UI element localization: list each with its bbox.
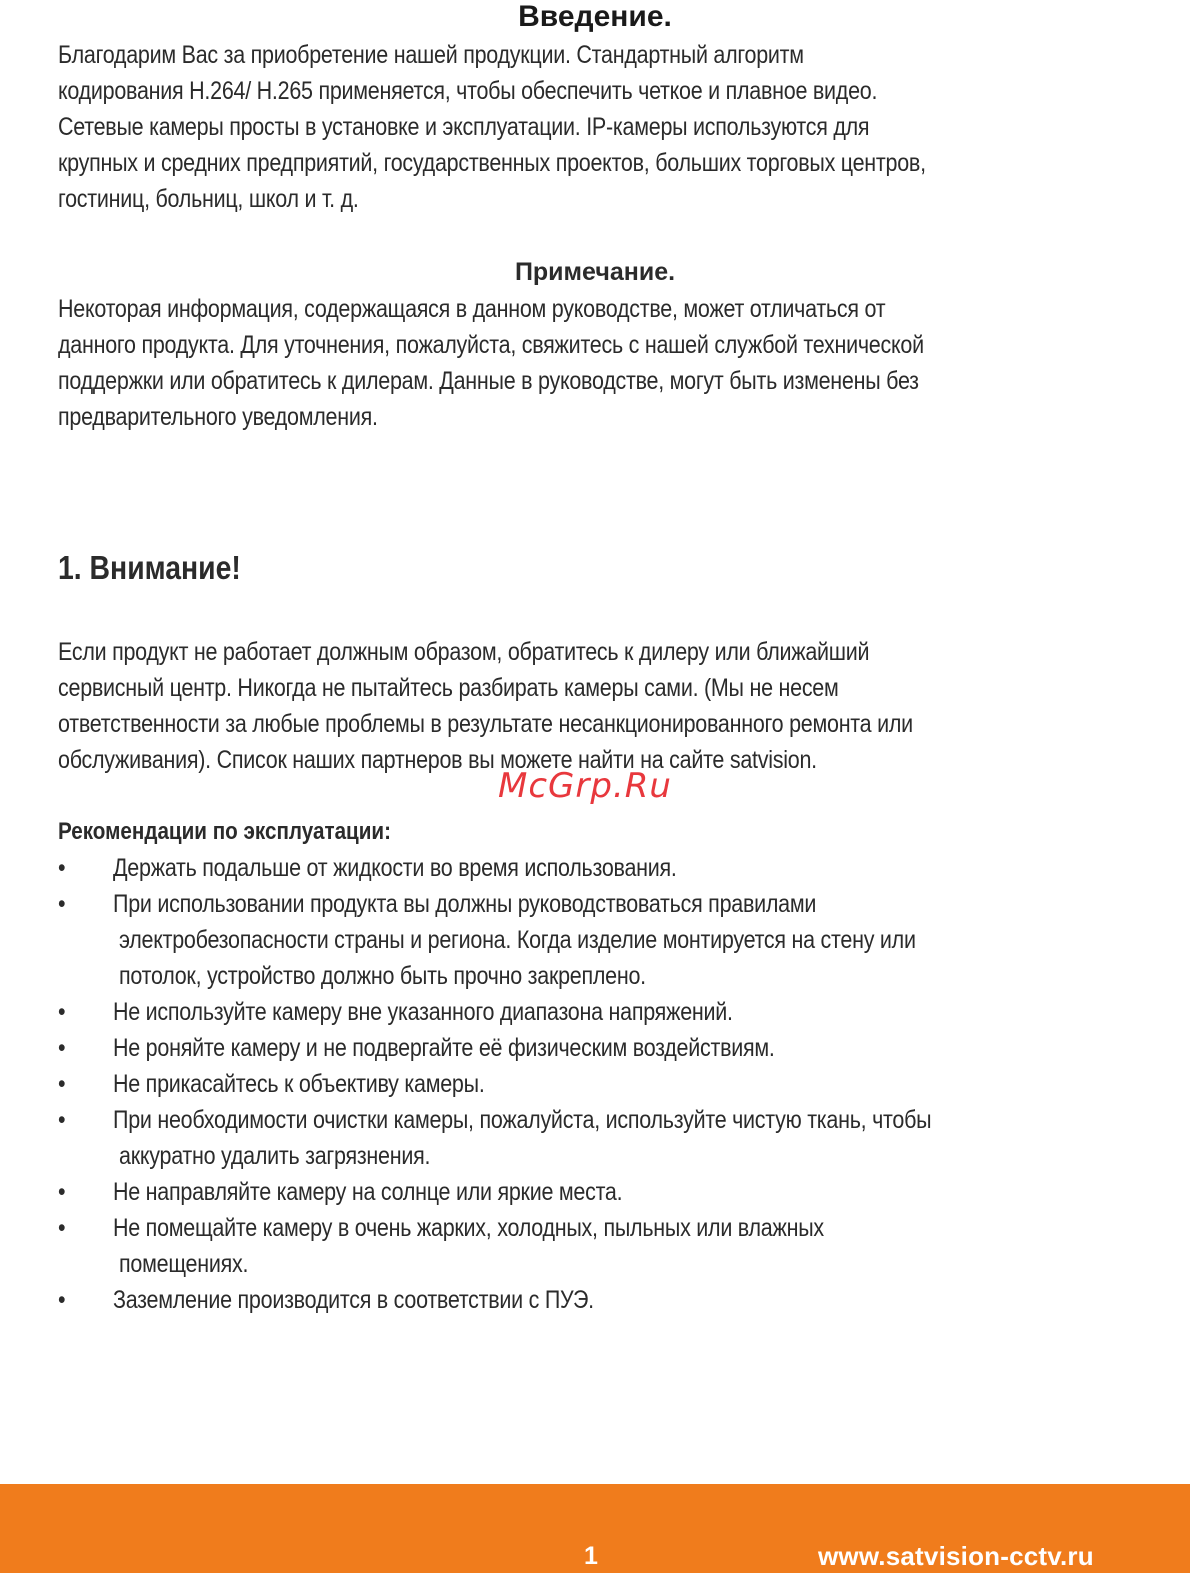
bullet-icon: • <box>58 1034 66 1062</box>
list-item <box>58 1282 1190 1318</box>
list-item-continuation: аккуратно удалить загрязнения. <box>119 1142 431 1170</box>
section-title: 1. Внимание! <box>58 549 241 586</box>
note-title: Примечание. <box>514 258 676 286</box>
list-item <box>58 1066 1190 1102</box>
note-line: предварительного уведомления. <box>58 403 378 431</box>
bullet-icon: • <box>58 1214 66 1242</box>
list-item-text: Не используйте камеру вне указанного диапазона напряжений. <box>113 998 733 1026</box>
recommendations-title: Рекомендации по эксплуатации: <box>58 818 391 845</box>
list-item-text: Не направляйте камеру на солнце или яркие места. <box>113 1178 623 1206</box>
bullet-icon: • <box>58 854 66 882</box>
warning-line: Если продукт не работает должным образом, обратитесь к дилеру или ближайший <box>58 638 870 666</box>
note-line: Некоторая информация, содержащаяся в данном руководстве, может отличаться от <box>58 295 886 323</box>
bullet-icon: • <box>58 1106 66 1134</box>
bullet-icon: • <box>58 1070 66 1098</box>
list-item <box>58 1210 1190 1282</box>
list-item <box>58 1030 1190 1066</box>
bullet-icon: • <box>58 1178 66 1206</box>
bullet-icon: • <box>58 890 66 918</box>
list-item-continuation: потолок, устройство должно быть прочно закреплено. <box>119 962 646 990</box>
list-item-text: Не помещайте камеру в очень жарких, холодных, пыльных или влажных <box>113 1214 824 1242</box>
list-item-text: Не прикасайтесь к объективу камеры. <box>113 1070 485 1098</box>
warning-line: сервисный центр. Никогда не пытайтесь разбирать камеры сами. (Мы не несем <box>58 674 839 702</box>
list-item-text: Заземление производится в соответствии с ПУЭ. <box>113 1286 594 1314</box>
intro-line: крупных и средних предприятий, государственных проектов, больших торговых центров, <box>58 149 926 177</box>
warning-paragraph <box>58 634 1190 778</box>
intro-line: Благодарим Вас за приобретение нашей продукции. Стандартный алгоритм <box>58 41 804 69</box>
warning-line: ответственности за любые проблемы в результате несанкционированного ремонта или <box>58 710 913 738</box>
list-item <box>58 1174 1190 1210</box>
note-line: данного продукта. Для уточнения, пожалуйста, свяжитесь с нашей службой технической <box>58 331 924 359</box>
intro-line: Сетевые камеры просты в установке и эксплуатации. IP-камеры используются для <box>58 113 870 141</box>
watermark: McGrp.Ru <box>498 766 672 806</box>
note-paragraph <box>58 291 1190 435</box>
warning-line: обслуживания). Список наших партнеров вы можете найти на сайте satvision. <box>58 746 817 774</box>
list-item-text: Держать подальше от жидкости во время использования. <box>113 854 677 882</box>
list-item <box>58 886 1190 994</box>
list-item-text: При необходимости очистки камеры, пожалуйста, используйте чистую ткань, чтобы <box>113 1106 932 1134</box>
list-item <box>58 994 1190 1030</box>
recommendations-list <box>58 850 1190 1318</box>
list-item-continuation: электробезопасности страны и региона. Когда изделие монтируется на стену или <box>119 926 916 954</box>
list-item-text: Не роняйте камеру и не подвергайте её физическим воздействиям. <box>113 1034 775 1062</box>
bullet-icon: • <box>58 998 66 1026</box>
list-item <box>58 850 1190 886</box>
website-link[interactable]: www.satvision-cctv.ru <box>818 1541 1094 1571</box>
note-line: поддержки или обратитесь к дилерам. Данные в руководстве, могут быть изменены без <box>58 367 919 395</box>
list-item-text: При использовании продукта вы должны руководствоваться правилами <box>113 890 817 918</box>
page-number: 1 <box>584 1542 598 1570</box>
intro-line: гостиниц, больниц, школ и т. д. <box>58 185 359 213</box>
intro-line: кодирования H.264/ H.265 применяется, чтобы обеспечить четкое и плавное видео. <box>58 77 878 105</box>
intro-title: Введение. <box>518 0 672 33</box>
list-item-continuation: помещениях. <box>119 1250 249 1278</box>
intro-paragraph <box>58 37 1190 217</box>
list-item <box>58 1102 1190 1174</box>
bullet-icon: • <box>58 1286 66 1314</box>
